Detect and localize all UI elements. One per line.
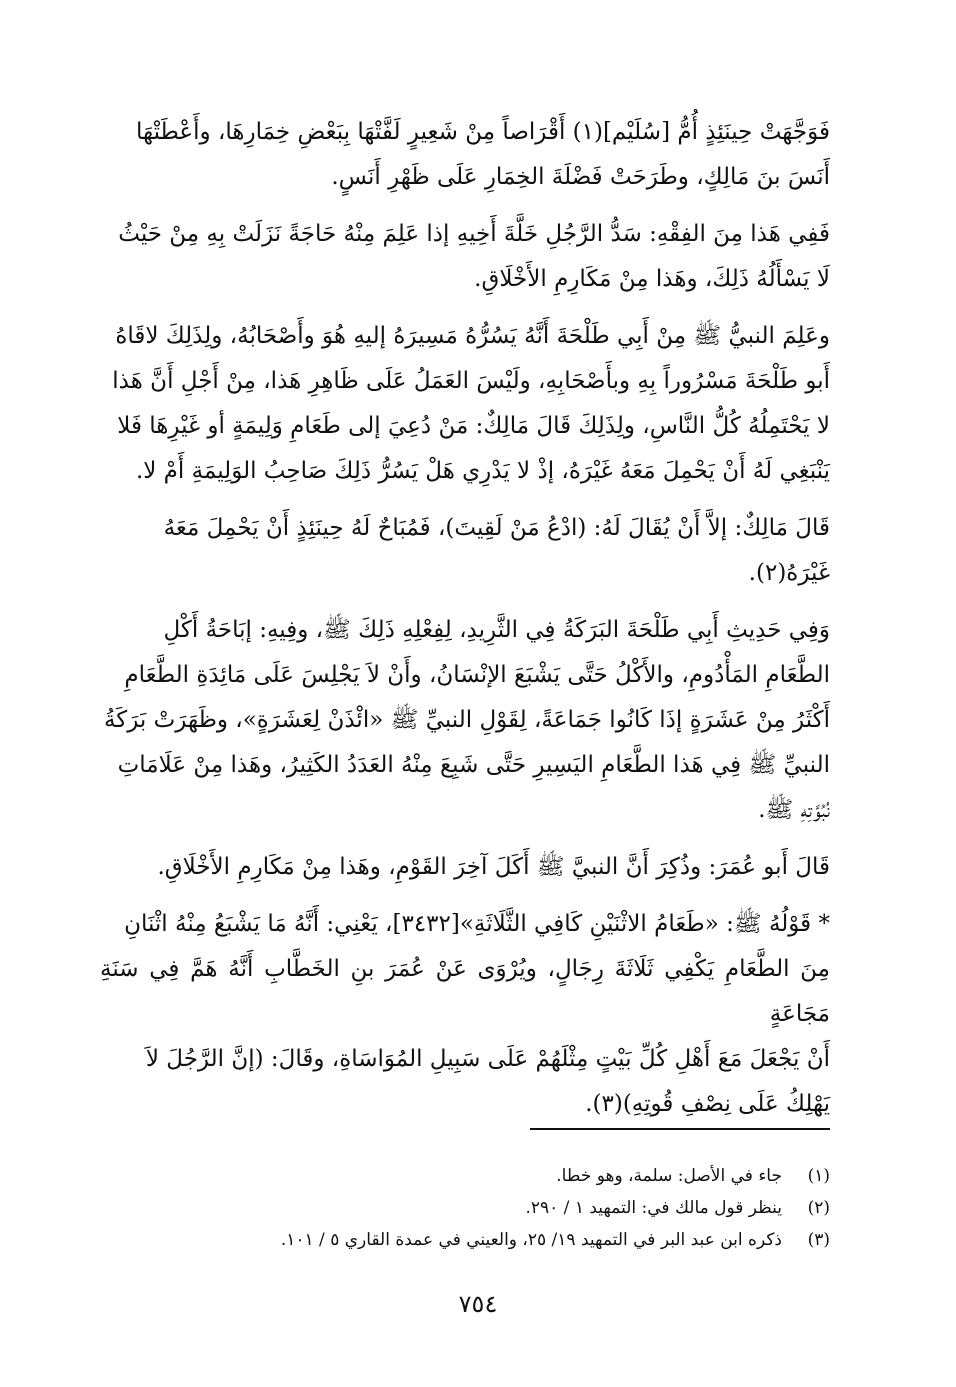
text-line: مِنَ الطَّعَامِ يَكْفِي ثَلَاثَةَ رِجَالٍ، ويُرْوَى عَنْ عُمَرَ بنِ الخَطَّابِ أَنَّهُ هَمَّ فِي سَنَةِ مَجَاعَةٍ xyxy=(100,956,830,1027)
text-line: لَا يَسْأَلُهُ ذَلِكَ، وهَذا مِنْ مَكَارِمِ الأَخْلَاقِ. xyxy=(474,266,830,292)
footnote-number: (٣) xyxy=(807,1230,830,1250)
paragraph-4 xyxy=(100,506,830,596)
text-line: النبيِّ ﷺ فِي هَذا الطَّعَامِ اليَسِيرِ حَتَّى شَبِعَ مِنْهُ العَدَدُ الكَثِيرُ، وهَذا مِنْ عَلَامَاتِ xyxy=(117,752,830,778)
text-line: لا يَحْتَمِلُهُ كُلُّ النَّاسِ، ولِذَلِكَ قَالَ مَالِكٌ: مَنْ دُعِيَ إلى طَعَامِ وَلِيمَةٍ أو غَيْرِهَا فَلا xyxy=(117,413,830,439)
footnotes xyxy=(180,1160,830,1256)
footnote-text: ينظر قول مالك في: التمهيد ١ / ٢٩٠. xyxy=(525,1198,782,1218)
footnote-text: جاء في الأصل: سلمة، وهو خطا. xyxy=(556,1166,782,1186)
text-line: * قَوْلُهُ ﷺ: «طَعَامُ الاثْنَيْنِ كَافِي الثَّلَاثَةِ»[٣٤٣٢]، يَعْنِي: أَنَّهُ مَا يَشْبَعُ مِنْهُ اثْنَانِ xyxy=(124,911,830,937)
text-line: قَالَ أَبو عُمَرَ: وذُكِرَ أَنَّ النبيَّ ﷺ أَكَلَ آخِرَ القَوْمِ، وهَذا مِنْ مَكَارِمِ الأَخْلَاقِ. xyxy=(157,854,830,880)
footnote-text: ذكره ابن عبد البر في التمهيد ١٩/ ٢٥، والعيني في عمدة القاري ٥ / ١٠١. xyxy=(280,1230,782,1250)
text-line: الطَّعَامِ المَأْدُومِ، والأَكْلُ حَتَّى يَشْبَعَ الإنْسَانُ، وأَنْ لاَ يَجْلِسَ عَلَى مَائِدَةِ الطَّعَامِ xyxy=(124,662,830,688)
footnote-number: (١) xyxy=(807,1166,830,1186)
paragraph-1 xyxy=(100,110,830,200)
paragraph-3 xyxy=(100,314,830,494)
text-line: وعَلِمَ النبيُّ ﷺ مِنْ أَبِي طَلْحَةَ أَنَّهُ يَسُرُّهُ مَسِيرَهُ إليهِ هُوَ وأَصْحَابُهُ، ولِذَلِكَ لاقَاهُ xyxy=(115,323,830,349)
footnote-separator xyxy=(530,1128,830,1130)
text-line: فَوَجَّهَتْ حِينَئِذٍ أُمُّ [سُلَيْم](١) أَقْرَاصاً مِنْ شَعِيرٍ لَفَّتْهَا بِبَعْضِ خِمَارِهَا، وأَعْطَتْهَا xyxy=(136,119,830,145)
text-line: وَفِي حَدِيثِ أَبِي طَلْحَةَ البَرَكَةُ فِي الثَّرِيدِ، لِفِعْلِهِ ذَلِكَ ﷺ، وفِيهِ: إبَاحَةُ أَكْلِ xyxy=(163,617,830,643)
text-line: أَبو طَلْحَةَ مَسْرُوراً بِهِ وبأَصْحَابِهِ، ولَيْسَ العَمَلُ عَلَى ظَاهِرِ هَذا، مِنْ أَجْلِ أَنَّ هَذا xyxy=(112,368,830,394)
text-line: قَالَ مَالِكٌ: إلاَّ أَنْ يُقَالَ لَهُ: (ادْعُ مَنْ لَقِيتَ)، فَمُبَاحٌ لَهُ حِينَئِذٍ أَنْ يَحْمِلَ مَعَهُ xyxy=(163,515,830,541)
paragraph-2 xyxy=(100,212,830,302)
page-body xyxy=(100,110,830,1139)
paragraph-5 xyxy=(100,608,830,833)
footnote-2 xyxy=(180,1192,830,1224)
footnote-1 xyxy=(180,1160,830,1192)
paragraph-6 xyxy=(100,845,830,890)
text-line: غَيْرَهُ(٢). xyxy=(748,560,830,586)
page-number: ٧٥٤ xyxy=(458,1290,498,1318)
footnote-3 xyxy=(180,1224,830,1256)
text-line: فَفِي هَذا مِنَ الفِقْهِ: سَدُّ الرَّجُلِ خَلَّةَ أَخِيهِ إذا عَلِمَ مِنْهُ حَاجَةً نَزَلَتْ بِهِ مِنْ حَيْثُ xyxy=(118,221,830,247)
text-line: يَهْلِكُ عَلَى نِصْفِ قُوتِهِ)(٣). xyxy=(585,1091,830,1117)
text-line: نُبُوَّتِهِ ﷺ. xyxy=(758,797,830,823)
text-line: أَنَسَ بنَ مَالِكٍ، وطَرَحَتْ فَضْلَةَ الخِمَارِ عَلَى ظَهْرِ أَنَسٍ. xyxy=(331,164,830,190)
text-line: يَنْبَغِي لَهُ أَنْ يَحْمِلَ مَعَهُ غَيْرَهُ، إذْ لا يَدْرِي هَلْ يَسُرُّ ذَلِكَ صَاحِبُ الوَلِيمَةِ أَمْ لا. xyxy=(135,458,830,484)
footnote-number: (٢) xyxy=(807,1198,830,1218)
text-line: أَكْثَرُ مِنْ عَشَرَةٍ إذَا كَانُوا جَمَاعَةً، لِقَوْلِ النبيِّ ﷺ «ائْذَنْ لِعَشَرَةٍ»، وظَهَرَتْ بَرَكَةُ xyxy=(103,707,830,733)
paragraph-7 xyxy=(100,902,830,1127)
text-line: أَنْ يَجْعَلَ مَعَ أَهْلِ كُلِّ بَيْتٍ مِثْلَهُمْ عَلَى سَبِيلِ المُوَاسَاةِ، وقَالَ: (إنَّ الرَّجُلَ لاَ xyxy=(145,1046,830,1072)
